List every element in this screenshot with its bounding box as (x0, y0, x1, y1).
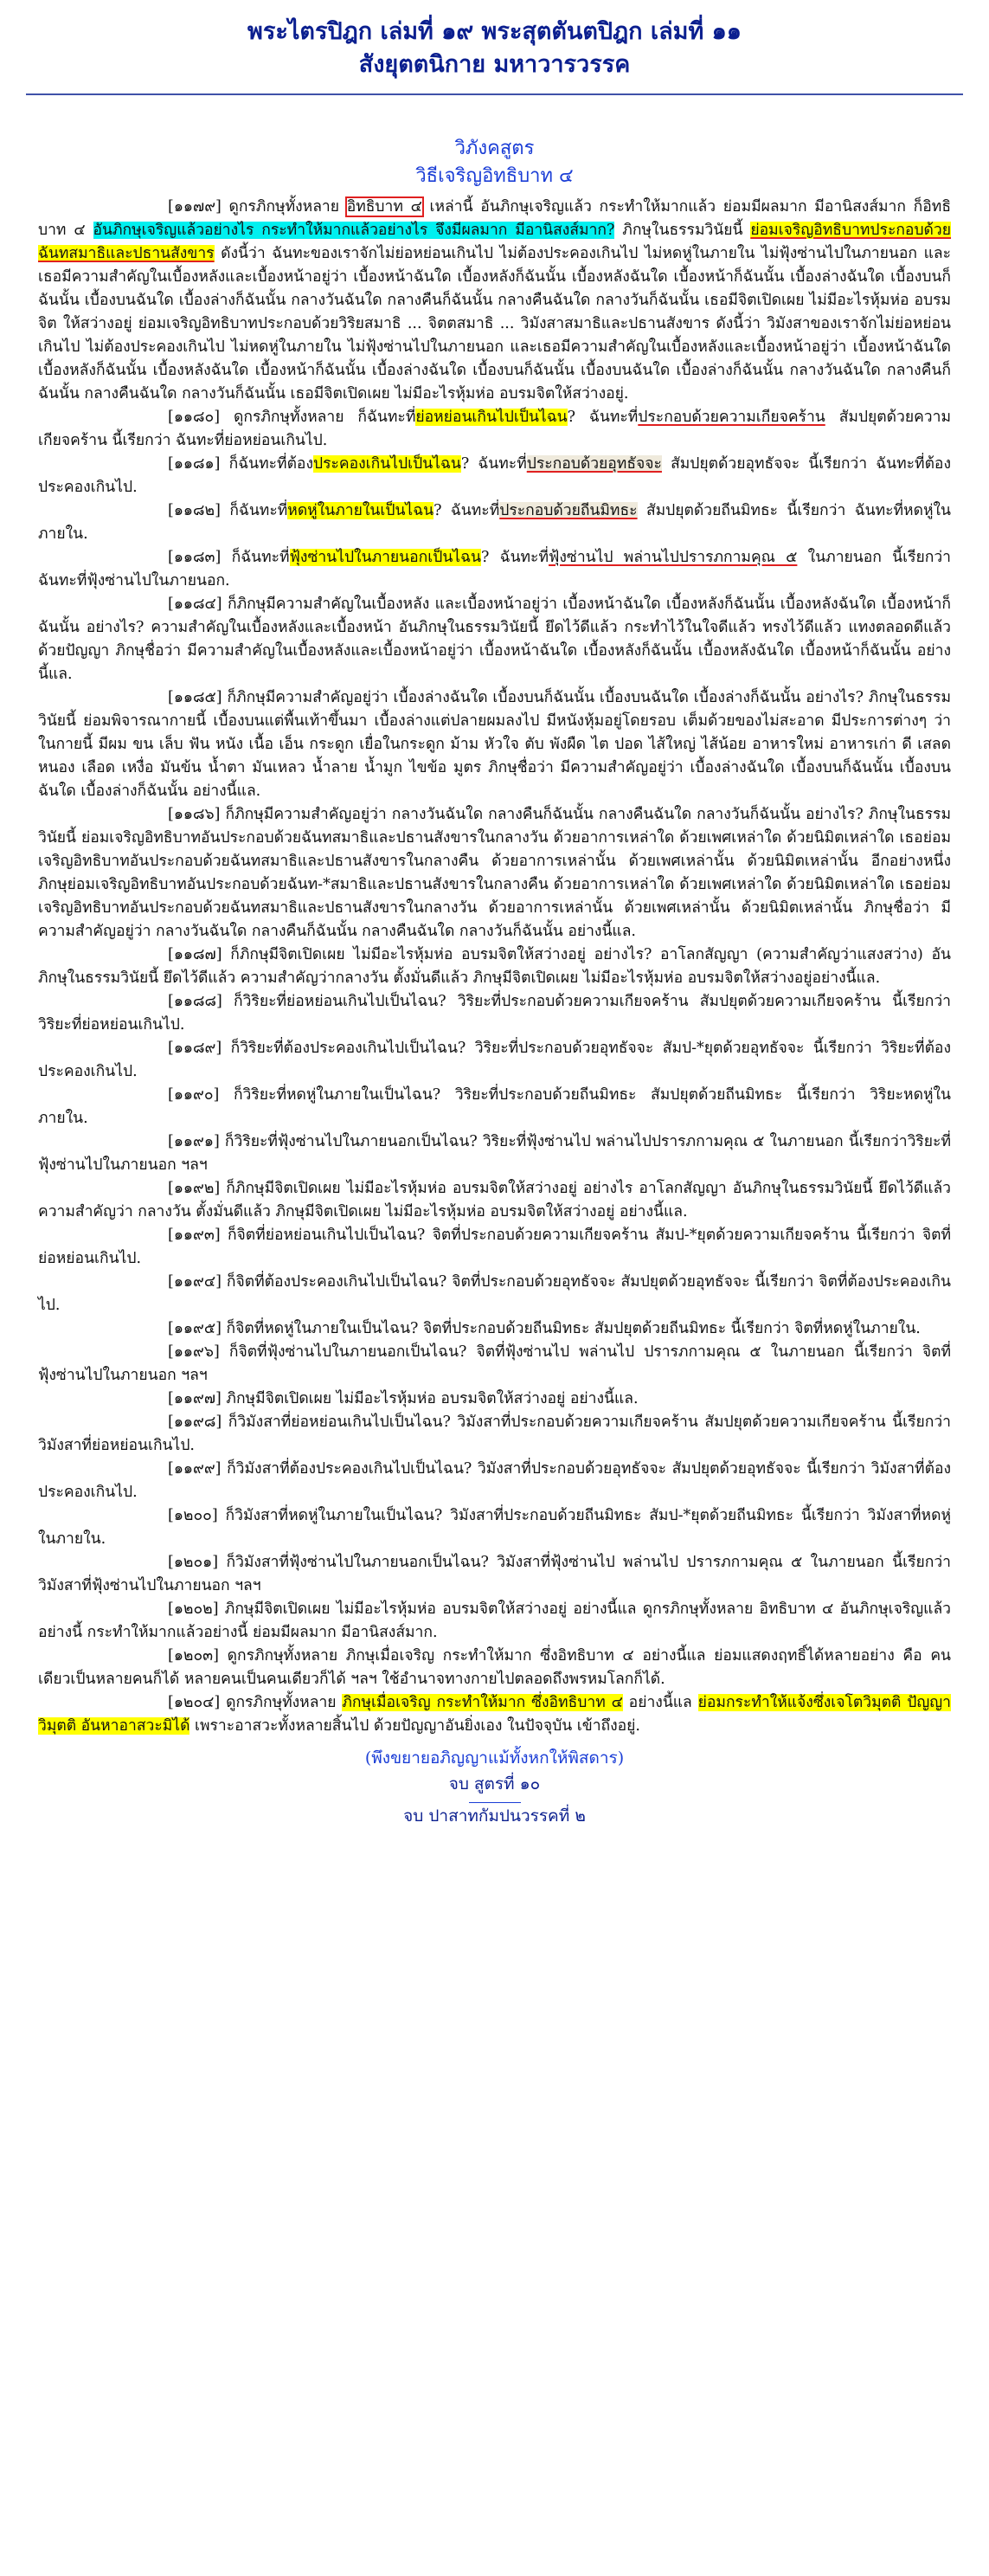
text-run: [๑๑๘๒] ก็ฉันทะที่ (168, 502, 288, 519)
sutta-body (0, 190, 989, 1738)
end-sutta-marker: จบ สูตรที่ ๑๐ (448, 1774, 541, 1794)
text-run: ในภายนอก นี้เรียกว่า ฉันทะที่ฟุ้งซ่านไปในภายนอก. (38, 549, 951, 589)
paragraph-1200: [๑๒๐๐] ก็วิมังสาที่หดหู่ในภายในเป็นไฉน? วิมังสาที่ประกอบด้วยถีนมิทธะ สัมป-*ยุตด้วยถีนมิทธะ นี้เรียกว่า วิมังสาที่หดหู่ในภายใน. (38, 1507, 951, 1548)
paragraph-1203: [๑๒๐๓] ดูกรภิกษุทั้งหลาย ภิกษุเมื่อเจริญ กระทำให้มาก ซึ่งอิทธิบาท ๔ อย่างนี้แล ย่อมแสดงฤทธิ์ได้หลายอย่าง คือ คนเดียวเป็นหลายคนก็ได้ หลายคนเป็นคนเดียวก็ได้ ฯลฯ ใช้อำนาจทางกายไปตลอดถึงพรหมโลกก็ได้. (38, 1647, 951, 1688)
text-run: [๑๑๘๐] ดูกรภิกษุทั้งหลาย ก็ฉันทะที่ (168, 409, 416, 426)
paragraph-1187: [๑๑๘๗] ก็ภิกษุมีจิตเปิดเผย ไม่มีอะไรหุ้มห่อ อบรมจิตให้สว่างอยู่ อย่างไร? อาโลกสัญญา (ความสำคัญว่าแสงสว่าง) อันภิกษุในธรรมวินัยนี้ ยึดไว้ดีแล้ว ความสำคัญว่ากลางวัน ตั้งมั่นดีแล้ว ภิกษุมีจิตเปิดเผย ไม่มีอะไรหุ้มห่อ อบรมจิตให้สว่างอยู่อย่างนี้แล. (38, 946, 951, 987)
text-run: ? ฉันทะที่ (481, 549, 549, 566)
paragraph-1188: [๑๑๘๘] ก็วิริยะที่ย่อหย่อนเกินไปเป็นไฉน? วิริยะที่ประกอบด้วยความเกียจคร้าน สัมปยุตด้วยความเกียจคร้าน นี้เรียกว่าวิริยะที่ย่อหย่อนเกินไป. (38, 993, 951, 1034)
paragraph-1183 (38, 546, 951, 593)
text-run: สัมปยุตด้วยอุทธัจจะ นี้เรียกว่า ฉันทะที่ต้องประคองเกินไป. (38, 455, 951, 496)
text-run: เหล่านี้ อันภิกษุเจริญแล้ว กระทำให้มากแล้ว ย่อมมีผลมาก มีอานิสงส์มาก ก็อิทธิบาท ๔ (38, 198, 951, 239)
highlight-yellow: ภิกษุเมื่อเจริญ กระทำให้มาก ซึ่งอิทธิบาท ๔ (342, 1694, 623, 1711)
sutta-title: วิภังคสูตร (454, 138, 535, 159)
paragraph-1202: [๑๒๐๒] ภิกษุมีจิตเปิดเผย ไม่มีอะไรหุ้มห่อ อบรมจิตให้สว่างอยู่ อย่างนี้แล ดูกรภิกษุทั้งหลาย อิทธิบาท ๔ อันภิกษุเจริญแล้วอย่างนี้ กระทำให้มากแล้วอย่างนี้ ย่อมมีผลมาก มีอานิสงส์มาก. (38, 1600, 951, 1641)
text-run: สัมปยุตด้วยถีนมิทธะ นี้เรียกว่า ฉันทะที่หดหู่ในภายใน. (38, 502, 952, 543)
highlight-yellow: ย่อหย่อนเกินไปเป็นไฉน (415, 409, 568, 426)
paragraph-1184: [๑๑๘๔] ก็ภิกษุมีความสำคัญในเบื้องหลัง และเบื้องหน้าอยู่ว่า เบื้องหน้าฉันใด เบื้องหลังก็ฉันนั้น เบื้องหลังฉันใด เบื้องหน้าก็ฉันนั้น อย่างไร? ความสำคัญในเบื้องหลังและเบื้องหน้า อันภิกษุในธรรมวินัยนี้ ยึดไว้ดีแล้ว กระทำไว้ในใจดีแล้ว ทรงไว้ดีแล้ว แทงตลอดดีแล้ว ด้วยปัญญา ภิกษุชื่อว่า มีความสำคัญในเบื้องหลังและเบื้องหน้าอยู่ว่า เบื้องหน้าฉันใด เบื้องหลังก็ฉันนั้น เบื้องหลังฉันใด เบื้องหน้าก็ฉันนั้น อย่างนี้แล. (38, 596, 951, 683)
paragraph-1201: [๑๒๐๑] ก็วิมังสาที่ฟุ้งซ่านไปในภายนอกเป็นไฉน? วิมังสาที่ฟุ้งซ่านไป พล่านไป ปรารภกามคุณ ๕ ในภายนอก นี้เรียกว่า วิมังสาที่ฟุ้งซ่านไปในภายนอก ฯลฯ (38, 1554, 951, 1594)
sutta-subtitle: วิธีเจริญอิทธิบาท ๔ (415, 165, 574, 187)
sutta-footer (0, 1745, 989, 1829)
page-header (0, 0, 989, 81)
highlight-cyan-question: อันภิกษุเจริญแล้วอย่างไร กระทำให้มากแล้วอย่างไร จึงมีผลมาก มีอานิสงส์มาก? (93, 222, 615, 239)
paragraph-1197: [๑๑๙๗] ภิกษุมีจิตเปิดเผย ไม่มีอะไรหุ้มห่อ อบรมจิตให้สว่างอยู่ อย่างนี้แล. (168, 1390, 639, 1407)
text-run: ? ฉันทะที่ (460, 455, 527, 473)
paragraph-1182 (38, 499, 951, 546)
text-run: อย่างนี้แล (622, 1694, 698, 1711)
underline-red: ประกอบด้วยถีนมิทธะ (499, 502, 638, 519)
paragraph-1204 (38, 1691, 951, 1738)
paragraph-1186: [๑๑๘๖] ก็ภิกษุมีความสำคัญอยู่ว่า กลางวันฉันใด กลางคืนก็ฉันนั้น กลางคืนฉันใด กลางวันก็ฉันนั้น อย่างไร? ภิกษุในธรรมวินัยนี้ ย่อมเจริญอิทธิบาทอันประกอบด้วยฉันทสมาธิและปธานสังขารในกลางวัน ด้วยอาการเหล่าใด ด้วยเพศเหล่าใด ด้วยนิมิตเหล่าใด เธอย่อมเจริญอิทธิบาทอันประกอบด้วยฉันทสมาธิและปธานสังขารในกลางคืน ด้วยอาการเหล่านั้น ด้วยเพศเหล่านั้น ด้วยนิมิตเหล่านั้น อีกอย่างหนึ่ง ภิกษุย่อมเจริญอิทธิบาทอันประกอบด้วยฉันท-*สมาธิและปธานสังขารในกลางคืน ด้วยอาการเหล่าใด ด้วยเพศเหล่าใด ด้วยนิมิตเหล่าใด เธอย่อมเจริญอิทธิบาทอันประกอบด้วยฉันทสมาธิและปธานสังขารในกลางวัน ด้วยอาการเหล่านั้น ด้วยเพศเหล่านั้น ด้วยนิมิตเหล่านั้น ภิกษุชื่อว่า มีความสำคัญอยู่ว่า กลางวันฉันใด กลางคืนก็ฉันนั้น กลางคืนฉันใด กลางวันก็ฉันนั้น อย่างนี้แล. (38, 806, 951, 940)
text-run: สัมปยุตด้วยความเกียจคร้าน นี้เรียกว่า ฉันทะที่ย่อหย่อนเกินไป. (38, 409, 951, 449)
text-run: [๑๒๐๔] ดูกรภิกษุทั้งหลาย (168, 1694, 343, 1711)
text-run: [๑๑๗๙] ดูกรภิกษุทั้งหลาย (168, 198, 347, 216)
text-run: [๑๑๘๓] ก็ฉันทะที่ (168, 549, 290, 566)
paragraph-1179 (38, 196, 951, 406)
paragraph-1190: [๑๑๙๐] ก็วิริยะที่หดหู่ในภายในเป็นไฉน? วิริยะที่ประกอบด้วยถีนมิทธะ สัมปยุตด้วยถีนมิทธะ นี้เรียกว่า วิริยะหดหู่ในภายใน. (38, 1086, 951, 1127)
paragraph-1189: [๑๑๘๙] ก็วิริยะที่ต้องประคองเกินไปเป็นไฉน? วิริยะที่ประกอบด้วยอุทธัจจะ สัมป-*ยุตด้วยอุทธัจจะ นี้เรียกว่า วิริยะที่ต้องประคองเกินไป. (38, 1040, 951, 1080)
end-chapter-marker: จบ ปาสาทกัมปนวรรคที่ ๒ (403, 1806, 586, 1826)
footer-note: (พึงขยายอภิญญาแม้ทั้งหกให้พิสดาร) (364, 1748, 625, 1768)
header-divider (26, 93, 963, 95)
underline-red: ฟุ้งซ่านไป พล่านไปปรารภกามคุณ ๕ (549, 549, 798, 566)
header-title-line1: พระไตรปิฎก เล่มที่ ๑๙ พระสุตตันตปิฎก เล่มที่ ๑๑ (247, 18, 742, 45)
paragraph-1193: [๑๑๙๓] ก็จิตที่ย่อหย่อนเกินไปเป็นไฉน? จิตที่ประกอบด้วยความเกียจคร้าน สัมป-*ยุตด้วยความเกียจคร้าน นี้เรียกว่า จิตที่ย่อหย่อนเกินไป. (38, 1227, 951, 1267)
paragraph-1198: [๑๑๙๘] ก็วิมังสาที่ย่อหย่อนเกินไปเป็นไฉน? วิมังสาที่ประกอบด้วยความเกียจคร้าน สัมปยุตด้วยความเกียจคร้าน นี้เรียกว่า วิมังสาที่ย่อหย่อนเกินไป. (38, 1414, 951, 1454)
paragraph-1181 (38, 453, 951, 499)
sutta-heading (0, 135, 989, 190)
text-run: เพราะอาสวะทั้งหลายสิ้นไป ด้วยปัญญาอันยิ่งเอง ในปัจจุบัน เข้าถึงอยู่. (189, 1717, 640, 1735)
paragraph-1192: [๑๑๙๒] ก็ภิกษุมีจิตเปิดเผย ไม่มีอะไรหุ้มห่อ อบรมจิตให้สว่างอยู่ อย่างไร อาโลกสัญญา อันภิกษุในธรรมวินัยนี้ ยึดไว้ดีแล้ว ความสำคัญว่า กลางวัน ตั้งมั่นดีแล้ว ภิกษุมีจิตเปิดเผย ไม่มีอะไรหุ้มห่อ อบรมจิตให้สว่างอยู่ อย่างนี้แล. (38, 1180, 951, 1220)
paragraph-1185: [๑๑๘๕] ก็ภิกษุมีความสำคัญอยู่ว่า เบื้องล่างฉันใด เบื้องบนก็ฉันนั้น เบื้องบนฉันใด เบื้องล่างก็ฉันนั้น อย่างไร? ภิกษุในธรรมวินัยนี้ ย่อมพิจารณากายนี้ เบื้องบนแต่พื้นเท้าขึ้นมา เบื้องล่างแต่ปลายผมลงไป มีหนังหุ้มอยู่โดยรอบ เต็มด้วยของไม่สะอาด มีประการต่างๆ ว่า ในกายนี้ มีผม ขน เล็บ ฟัน หนัง เนื้อ เอ็น กระดูก เยื่อในกระดูก ม้าม หัวใจ ตับ พังผืด ไต ปอด ไส้ใหญ่ ไส้น้อย อาหารใหม่ อาหารเก่า ดี เสลด หนอง เลือด เหงื่อ มันข้น น้ำตา มันเหลว น้ำลาย น้ำมูก ไขข้อ มูตร ภิกษุชื่อว่า มีความสำคัญอยู่ว่า เบื้องล่างฉันใด เบื้องบนก็ฉันนั้น เบื้องบนฉันใด เบื้องล่างก็ฉันนั้น อย่างนี้แล. (38, 689, 951, 800)
text-run: [๑๑๘๑] ก็ฉันทะที่ต้อง (168, 455, 313, 473)
paragraph-1195: [๑๑๙๕] ก็จิตที่หดหู่ในภายในเป็นไฉน? จิตที่ประกอบด้วยถีนมิทธะ สัมปยุตด้วยถีนมิทธะ นี้เรียกว่า จิตที่หดหู่ในภายใน. (168, 1320, 921, 1337)
highlight-yellow: ประคองเกินไปเป็นไฉน (313, 455, 461, 473)
paragraph-1191: [๑๑๙๑] ก็วิริยะที่ฟุ้งซ่านไปในภายนอกเป็นไฉน? วิริยะที่ฟุ้งซ่านไป พล่านไปปรารภกามคุณ ๕ ในภายนอก นี้เรียกว่าวิริยะที่ฟุ้งซ่านไปในภายนอก ฯลฯ (38, 1133, 951, 1174)
highlight-yellow: หดหู่ในภายในเป็นไฉน (287, 502, 434, 519)
text-run: ภิกษุในธรรมวินัยนี้ (614, 222, 751, 239)
paragraph-1180 (38, 406, 951, 453)
paragraph-1194: [๑๑๙๔] ก็จิตที่ต้องประคองเกินไปเป็นไฉน? จิตที่ประกอบด้วยอุทธัจจะ สัมปยุตด้วยอุทธัจจะ นี้เรียกว่า จิตที่ต้องประคองเกินไป. (38, 1273, 951, 1314)
paragraph-1196: [๑๑๙๖] ก็จิตที่ฟุ้งซ่านไปในภายนอกเป็นไฉน? จิตที่ฟุ้งซ่านไป พล่านไป ปรารภกามคุณ ๕ ในภายนอก นี้เรียกว่า จิตที่ฟุ้งซ่านไปในภายนอก ฯลฯ (38, 1343, 951, 1384)
underline-red: ประกอบด้วยอุทธัจจะ (526, 455, 662, 473)
underline-red: ประกอบด้วยความเกียจคร้าน (638, 409, 825, 426)
highlight-yellow: ย่อมกระทำให้แจ้งซึ่งเจโตวิมุตติ ปัญญาวิมุตติ อันหาอาสวะมิได้ (38, 1694, 951, 1735)
text-run: ? ฉันทะที่ (433, 502, 500, 519)
highlight-yellow-chanda: ย่อมเจริญอิทธิบาทประกอบด้วยฉันทสมาธิและปธานสังขาร (38, 222, 952, 262)
boxed-term-iddhipada: อิทธิบาท ๔ (346, 198, 422, 216)
paragraph-1199: [๑๑๙๙] ก็วิมังสาที่ต้องประคองเกินไปเป็นไฉน? วิมังสาที่ประกอบด้วยอุทธัจจะ สัมปยุตด้วยอุทธัจจะ นี้เรียกว่า วิมังสาที่ต้องประคองเกินไป. (38, 1460, 951, 1501)
header-title-line2: สังยุตตนิกาย มหาวารวรรค (358, 51, 631, 78)
text-run: ? ฉันทะที่ (567, 409, 639, 426)
highlight-yellow: ฟุ้งซ่านไปในภายนอกเป็นไฉน (289, 549, 481, 566)
text-run: ดังนี้ว่า ฉันทะของเราจักไม่ย่อหย่อนเกินไป ไม่ต้องประคองเกินไป ไม่หดหู่ในภายใน ไม่ฟุ้งซ่านไปในภายนอก และเธอมีความสำคัญในเบื้องหลังและเบื้องหน้าอยู่ว่า เบื้องหน้าฉันใด เบื้องหลังก็ฉันนั้น เบื้องหลังฉันใด เบื้องหน้าก็ฉันนั้น เบื้องล่างฉันใด เบื้องบนก็ฉันนั้น เบื้องบนฉันใด เบื้องล่างก็ฉันนั้น กลางวันฉันใด กลางคืนก็ฉันนั้น กลางคืนฉันใด กลางวันก็ฉันนั้น เธอมีจิตเปิดเผย ไม่มีอะไรหุ้มห่อ อบรมจิต ให้สว่างอยู่ ย่อมเจริญอิทธิบาทประกอบด้วยวิริยสมาธิ ... จิตตสมาธิ ... วิมังสาสมาธิและปธานสังขาร ดังนี้ว่า วิมังสาของเราจักไม่ย่อหย่อนเกินไป ไม่ต้องประคองเกินไป ไม่หดหู่ในภายใน ไม่ฟุ้งซ่านไปในภายนอก และเธอมีความสำคัญในเบื้องหลังและเบื้องหน้าอยู่ว่า เบื้องหน้าฉันใด เบื้องหลังก็ฉันนั้น เบื้องหลังฉันใด เบื้องหน้าก็ฉันนั้น เบื้องล่างฉันใด เบื้องบนก็ฉันนั้น เบื้องบนฉันใด เบื้องล่างก็ฉันนั้น กลางวันฉันใด กลางคืนก็ฉันนั้น กลางคืนฉันใด กลางวันก็ฉันนั้น เธอมีจิตเปิดเผย ไม่มีอะไรหุ้มห่อ อบรมจิตให้สว่างอยู่. (38, 245, 951, 402)
